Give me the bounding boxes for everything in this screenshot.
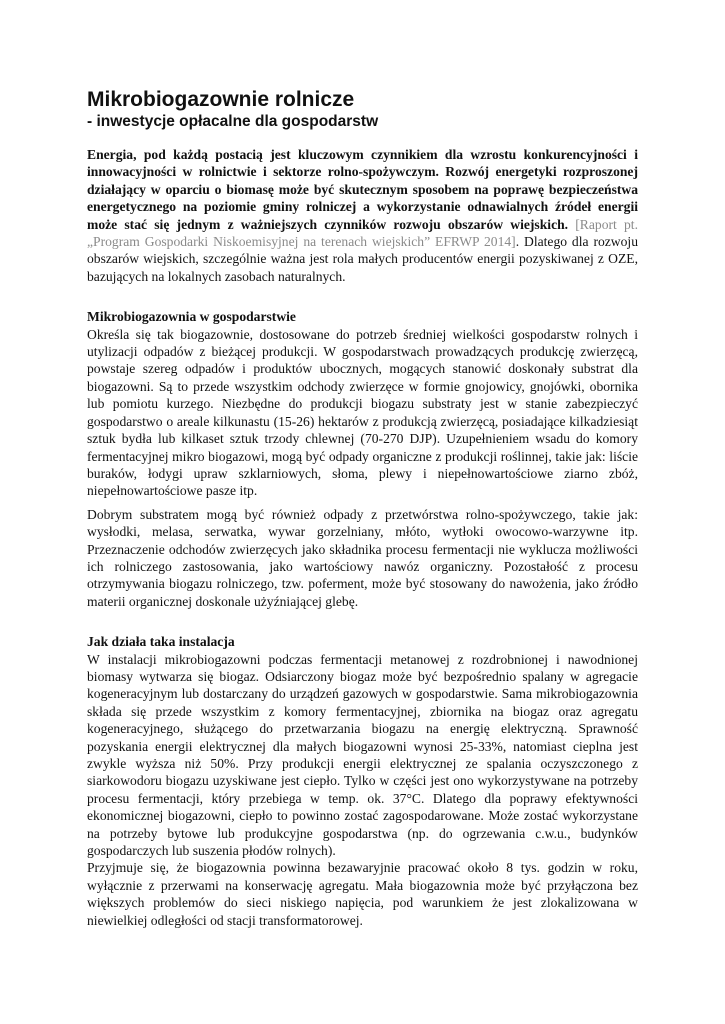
section-heading-microbiogas: Mikrobiogazownia w gospodarstwie (87, 309, 296, 325)
section1-paragraph-1: Określa się tak biogazownie, dostosowane do potrzeb średniej wielkości gospodarstw rolnych i utylizacji odpadów z bieżącej produkcji. W gospodarstwach prowadzących produkcję zwierzęcą, powstaje szereg odpadów i produktów ubocznych, mogących stanowić doskonały substrat dla biogazowni. Są to przede wszystkim odchody zwierzęce w formie gnojowicy, gnojówki, obornika lub pomiotu kurzego. Niezbędne do produkcji biogazu substraty jest w stanie zabezpieczyć gospodarstwo o areale kilkunastu (15-26) hektarów z produkcją zwierzęcą, posiadające kilkadziesiąt sztuk bydła lub kilkaset sztuk trzody chlewnej (70-270 DJP). Uzupełnieniem wsadu do komory fermentacyjnej mikro biogazowi, mogą być odpady organiczne z produkcji roślinnej, takie jak: liście buraków, łodygi upraw szklarniowych, słoma, plewy i niepełnowartościowe ziarno zbóż, niepełnowartościowe pasze itp. (87, 326, 638, 499)
section2-paragraph-1: W instalacji mikrobiogazowni podczas fermentacji metanowej z rozdrobnionej i nawodnionej biomasy wytwarza się biogaz. Odsiarczony biogaz może być bezpośrednio spalany w agregacie kogeneracyjnym lub dostarczany do urządzeń gazowych w gospodarstwie. Sama mikrobiogazownia składa się przede wszystkim z komory fermentacyjnej, zbiornika na biogaz oraz agregatu kogeneracyjnego, służącego do przetwarzania biogazu na energię elektryczną. Sprawność pozyskania energii elektrycznej dla małych biogazowni wynosi 25-33%, natomiast cieplna jest zwykle wyższa niż 50%. Przy produkcji energii elektrycznej ze spalania oczyszczonego z siarkowodoru biogazu uzyskiwane jest ciepło. Tylko w części jest ono wykorzystywane na potrzeby procesu fermentacji, który przebiega w temp. ok. 37°C. Dlatego dla poprawy efektywności ekonomicznej biogazowni, ciepło to powinno zostać zagospodarowane. Może zostać wykorzystane na potrzeby bytowe lub produkcyjne gospodarstwa (np. do ogrzewania c.w.u., budynków gospodarczych lub suszenia płodów rolnych). (87, 651, 638, 859)
intro-rest-text: . Dlatego dla rozwoju obszarów wiejskich, szczególnie ważna jest rola małych producentów energii pozyskiwanej z OZE, bazujących na lokalnych zasobach naturalnych. (87, 234, 638, 284)
document-subtitle: - inwestycje opłacalne dla gospodarstw (87, 113, 379, 130)
section1-paragraph-2: Dobrym substratem mogą być również odpady z przetwórstwa rolno-spożywczego, takie jak: wysłodki, melasa, serwatka, wywar gorzelniany, młóto, wytłoki owocowo-warzywne itp. Przeznaczenie odchodów zwierzęcych jako składnika procesu fermentacji nie wyklucza możliwości ich rolniczego zastosowania, jako wartościowy nawóz organiczny. Pozostałość z procesu otrzymywania biogazu rolniczego, tzw. poferment, może być stosowany do nawożenia, jako źródło materii organicznej doskonale użyźniającej glebę. (87, 506, 638, 609)
section-heading-installation: Jak działa taka instalacja (87, 634, 235, 650)
intro-bold-text: Energia, pod każdą postacią jest kluczowym czynnikiem dla wzrostu konkurencyjności i innowacyjności w rolnictwie i sektorze rolno-spożywczym. Rozwój energetyki rozproszonej działający w oparciu o biomasę może być skutecznym sposobem na poprawę bezpieczeństwa energetycznego na poziomie gminy rolniczej a wykorzystanie odnawialnych źródeł energii może stać się jednym z ważniejszych czynników rozwoju obszarów wiejskich. (87, 147, 638, 232)
document-body (87, 88, 638, 929)
intro-citation: [Raport pt. „Program Gospodarki Niskoemisyjnej na terenach wiejskich” EFRWP 2014] (87, 216, 638, 250)
section2-paragraph-2: Przyjmuje się, że biogazownia powinna bezawaryjnie pracować około 8 tys. godzin w roku, wyłącznie z przerwami na konserwację agregatu. Mała biogazownia może być przyłączona bez większych problemów do sieci niskiego napięcia, pod warunkiem że jest zlokalizowana w niewielkiej odległości od stacji transformatorowej. (87, 860, 638, 928)
intro-paragraph (87, 146, 638, 285)
document-title: Mikrobiogazownie rolnicze (87, 88, 355, 111)
